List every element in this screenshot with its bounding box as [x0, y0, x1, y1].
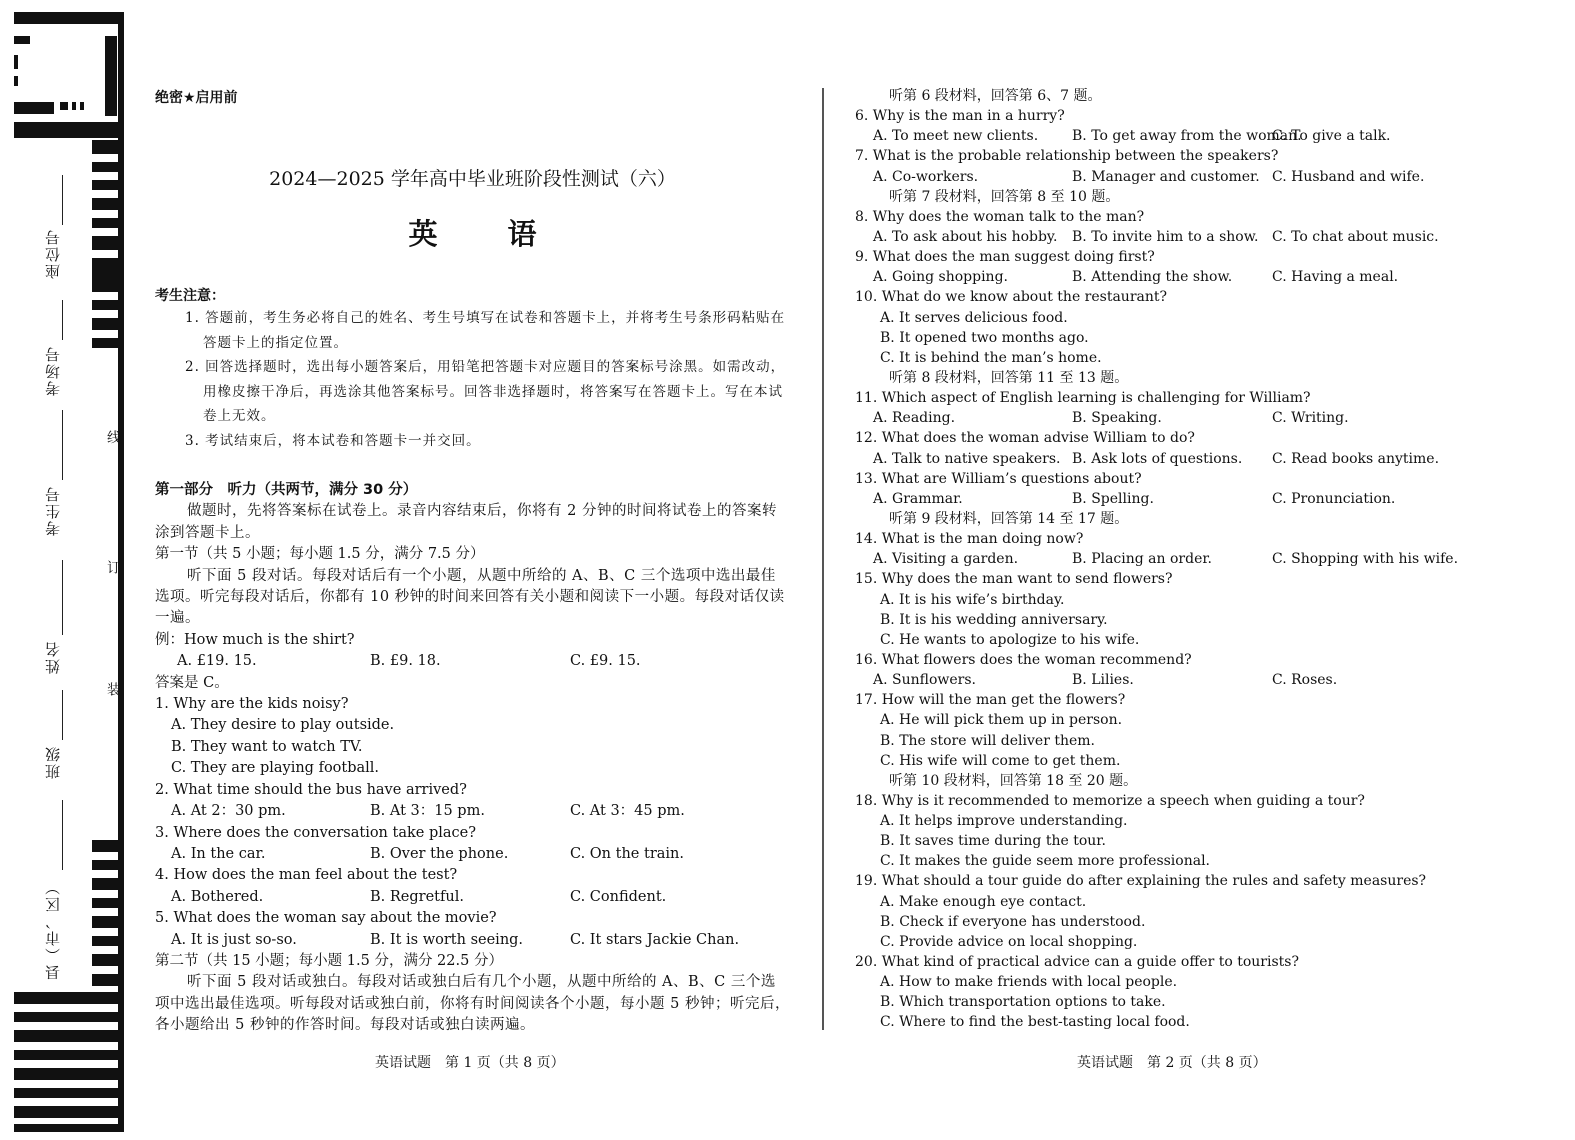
page-divider [822, 88, 824, 1030]
example-options [155, 651, 790, 672]
option: B. Spelling. [1072, 490, 1154, 507]
question-stem: 5. What does the woman say about the movie? [155, 910, 497, 927]
option: A. Going shopping. [873, 269, 1008, 286]
option-row [855, 167, 1475, 187]
option: B. Manager and customer. [1072, 168, 1260, 185]
section-instruction: 听第 8 段材料，回答第 11 至 13 题。 [889, 369, 1129, 386]
binding-line-char: 装 [105, 682, 121, 696]
question-stem: 6. Why is the man in a hurry? [855, 108, 1065, 125]
name-label: 姓名 [44, 640, 62, 674]
option-row [855, 227, 1475, 247]
option: C. They are playing football. [171, 760, 380, 777]
part-one-listening [155, 480, 790, 1037]
part-title: 第一部分 听力（共两节，满分 30 分） [155, 482, 418, 498]
question-stem: 11. Which aspect of English learning is challenging for William? [855, 390, 1311, 407]
option: A. Make enough eye contact. [880, 893, 1087, 910]
question-stem: 2. What time should the bus have arrived? [155, 781, 467, 798]
option-row [855, 449, 1475, 469]
option: C. Pronunciation. [1272, 490, 1396, 507]
option: B. Placing an order. [1072, 551, 1212, 568]
binding-line-char: 订 [105, 560, 121, 574]
fill-line [62, 560, 63, 635]
option: B. Attending the show. [1072, 269, 1233, 286]
subject-title: 英 语 [408, 217, 567, 251]
notice-list [185, 306, 790, 453]
binding-line-char: 线 [105, 430, 121, 444]
option: A. Co-workers. [873, 168, 979, 185]
section-two-intro: 听下面 5 段对话或独白。每段对话或独白后有几个小题，从题中所给的 A、B、C 三个选项中选出最佳选项。听每段对话或独白前，你将有时间阅读各个小题，每小题 5 秒钟；听完后，各小题给出 5 秒钟的作答时间。每段对话或独白读两遍。 [155, 974, 790, 1034]
question-stem: 20. What kind of practical advice can a guide offer to tourists? [855, 954, 1299, 971]
question-stem: 10. What do we know about the restaurant? [855, 289, 1168, 306]
option: A. Visiting a garden. [873, 551, 1019, 568]
option: B. The store will deliver them. [880, 732, 1096, 749]
question-stem: 13. What are William’s questions about? [855, 470, 1142, 487]
option: B. Check if everyone has understood. [880, 913, 1146, 930]
exam-room-label: 考场号 [44, 345, 62, 396]
part-intro: 做题时，先将答案标在试卷上。录音内容结束后，你将有 2 分钟的时间将试卷上的答案转涂到答题卡上。 [155, 503, 777, 541]
option: C. Having a meal. [1272, 269, 1399, 286]
option: C. Writing. [1272, 410, 1349, 427]
option: B. Lilies. [1072, 672, 1134, 689]
question-stem: 1. Why are the kids noisy? [155, 696, 349, 713]
option: A. Reading. [873, 410, 956, 427]
option: C. Where to find the best-tasting local food. [880, 1014, 1190, 1031]
option: A. To ask about his hobby. [873, 228, 1058, 245]
option: B. At 3：15 pm. [370, 803, 485, 820]
section-instruction: 听第 9 段材料，回答第 14 至 17 题。 [889, 510, 1129, 527]
question-stem: 7. What is the probable relationship between the speakers? [855, 148, 1279, 165]
option: A. To meet new clients. [873, 128, 1039, 145]
option: B. To invite him to a show. [1072, 228, 1259, 245]
option: A. It helps improve understanding. [880, 813, 1128, 830]
question-stem: 4. How does the man feel about the test? [155, 867, 458, 884]
option: A. Bothered. [171, 888, 264, 905]
option: C. To give a talk. [1272, 128, 1391, 145]
option-row [855, 549, 1475, 569]
option-row [855, 489, 1475, 509]
option: A. It is his wife’s birthday. [880, 591, 1065, 608]
option: A. At 2：30 pm. [171, 803, 286, 820]
example-question: 例：How much is the shirt? [155, 631, 355, 648]
question-stem: 15. Why does the man want to send flowers? [855, 571, 1173, 588]
option: C. To chat about music. [1272, 228, 1439, 245]
question-stem: 18. Why is it recommended to memorize a speech when guiding a tour? [855, 792, 1365, 809]
option: C. Shopping with his wife. [1272, 551, 1459, 568]
option: C. He wants to apologize to his wife. [880, 631, 1140, 648]
question-stem: 19. What should a tour guide do after explaining the rules and safety measures? [855, 873, 1427, 890]
option: B. Ask lots of questions. [1072, 450, 1243, 467]
option: A. Grammar. [873, 490, 963, 507]
question-list [155, 694, 790, 951]
option: C. Roses. [1272, 672, 1338, 689]
option: A. Talk to native speakers. [873, 450, 1061, 467]
option: B. They want to watch TV. [171, 738, 363, 755]
option: B. It opened two months ago. [880, 329, 1089, 346]
question-stem: 12. What does the woman advise William to do? [855, 430, 1195, 447]
option-row [855, 267, 1475, 287]
notice-item: 2. 回答选择题时，选出每小题答案后，用铅笔把答题卡对应题目的答案标号涂黑。如需改动，用橡皮擦干净后，再选涂其他答案标号。回答非选择题时，将答案写在答题卡上。写在本试卷上无效。 [185, 359, 786, 424]
option: C. At 3：45 pm. [570, 803, 685, 820]
fill-line [62, 800, 63, 870]
candidate-number-label: 考生号 [44, 485, 62, 536]
option: A. How to make friends with local people. [880, 974, 1178, 991]
right-question-column [855, 86, 1475, 1033]
question-stem: 14. What is the man doing now? [855, 531, 1084, 548]
option: C. £9. 15. [570, 653, 641, 670]
option-row [155, 930, 790, 951]
section-one-intro: 听下面 5 段对话。每段对话后有一个小题，从题中所给的 A、B、C 三个选项中选出最佳选项。听完每段对话后，你都有 10 秒钟的时间来回答有关小题和阅读下一小题。每段对话仅读一遍。 [155, 567, 785, 627]
notice-item: 3. 考试结束后，将本试卷和答题卡一并交回。 [185, 432, 481, 449]
option: A. They desire to play outside. [171, 717, 395, 734]
option: A. Sunflowers. [873, 672, 976, 689]
option: A. In the car. [171, 845, 266, 862]
option: A. It serves delicious food. [880, 309, 1068, 326]
section-instruction: 听第 10 段材料，回答第 18 至 20 题。 [889, 772, 1138, 789]
option: B. £9. 18. [370, 653, 441, 670]
option-row [155, 844, 790, 865]
section-one-title: 第一节（共 5 小题；每小题 1.5 分，满分 7.5 分） [155, 546, 485, 563]
option: B. Over the phone. [370, 845, 509, 862]
example-answer: 答案是 C。 [155, 674, 229, 691]
option: C. Read books anytime. [1272, 450, 1440, 467]
question-stem: 3. Where does the conversation take place? [155, 824, 476, 841]
option-row [855, 670, 1475, 690]
section-two-title: 第二节（共 15 小题；每小题 1.5 分，满分 22.5 分） [155, 952, 503, 969]
page-footer-2: 英语试题 第 2 页（共 8 页） [1077, 1055, 1267, 1071]
fill-line [62, 300, 63, 340]
confidential-mark: 绝密★启用前 [155, 90, 238, 106]
option-row [855, 408, 1475, 428]
county-label: 县（市、区） [44, 878, 62, 980]
option: A. £19. 15. [177, 653, 257, 670]
binding-strip [0, 0, 130, 1140]
section-instruction: 听第 6 段材料，回答第 6、7 题。 [889, 88, 1102, 104]
question-stem: 9. What does the man suggest doing first? [855, 249, 1155, 266]
fill-line [62, 175, 63, 225]
option-row [855, 126, 1475, 146]
option: C. Confident. [570, 888, 667, 905]
notice-heading: 考生注意： [155, 288, 225, 304]
seat-number-label: 座位号 [44, 228, 62, 279]
notice-item: 1. 答题前，考生务必将自己的姓名、考生号填写在试卷和答题卡上，并将考生号条形码粘贴在答题卡上的指定位置。 [185, 310, 786, 351]
option: C. Provide advice on local shopping. [880, 933, 1138, 950]
question-stem: 16. What flowers does the woman recommend? [855, 651, 1192, 668]
option: B. It is worth seeing. [370, 931, 524, 948]
option: C. His wife will come to get them. [880, 752, 1121, 769]
option: B. Regretful. [370, 888, 464, 905]
option: B. It is his wedding anniversary. [880, 611, 1108, 628]
option-row [155, 887, 790, 908]
page-footer-1: 英语试题 第 1 页（共 8 页） [375, 1055, 565, 1071]
option: C. Husband and wife. [1272, 168, 1425, 185]
option: C. It is behind the man’s home. [880, 349, 1102, 366]
option: B. Which transportation options to take. [880, 994, 1166, 1011]
section-instruction: 听第 7 段材料，回答第 8 至 10 题。 [889, 188, 1120, 205]
class-label: 班级 [44, 745, 62, 779]
option-row [155, 801, 790, 822]
fill-line [62, 690, 63, 740]
option: A. It is just so-so. [171, 931, 297, 948]
question-stem: 8. Why does the woman talk to the man? [855, 208, 1145, 225]
question-stem: 17. How will the man get the flowers? [855, 692, 1126, 709]
option: B. It saves time during the tour. [880, 833, 1106, 850]
option: C. It stars Jackie Chan. [570, 931, 740, 948]
fill-line [62, 410, 63, 480]
option: C. On the train. [570, 845, 684, 862]
option: A. He will pick them up in person. [880, 712, 1123, 729]
option: B. To get away from the woman. [1072, 128, 1302, 145]
exam-title: 2024—2025 学年高中毕业班阶段性测试（六） [269, 168, 676, 190]
option: B. Speaking. [1072, 410, 1162, 427]
option: C. It makes the guide seem more professional. [880, 853, 1211, 870]
